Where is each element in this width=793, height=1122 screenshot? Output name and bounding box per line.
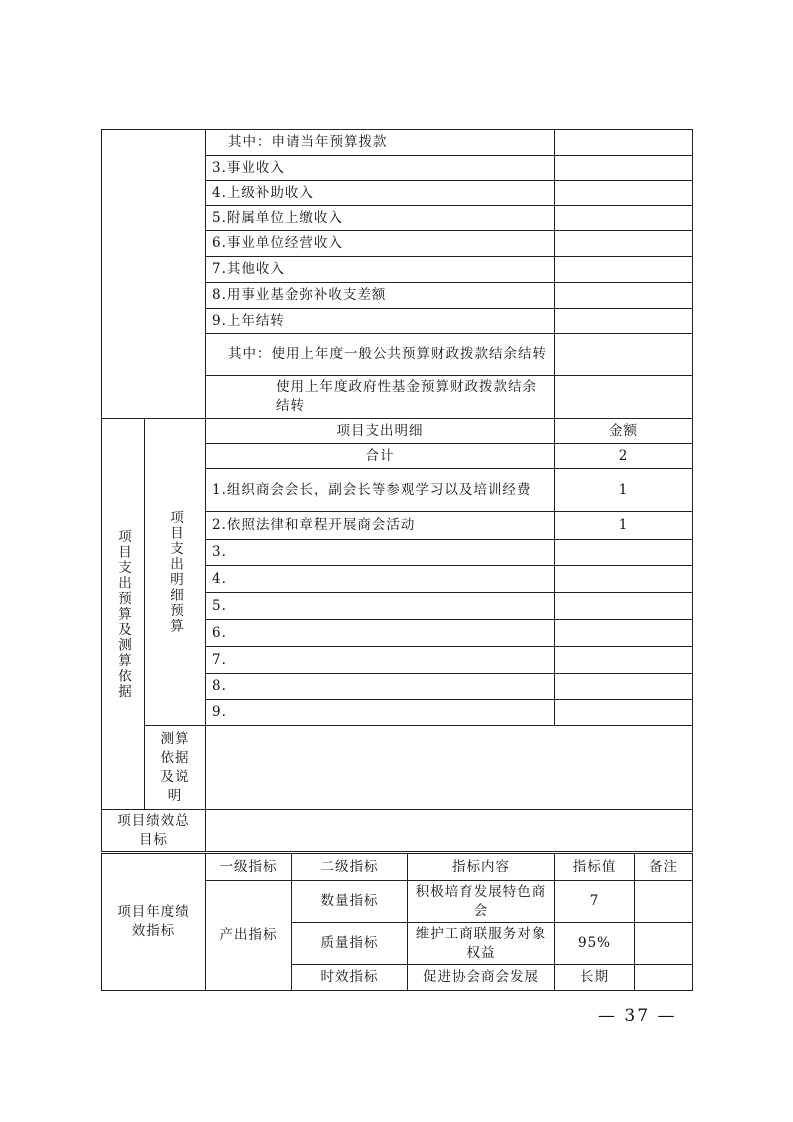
- income-label-text: 使用上年度政府性基金预算财政拨款结余结转: [276, 379, 537, 414]
- indicator-level2: 质量指标: [292, 923, 408, 965]
- income-value: [555, 231, 693, 257]
- budget-table: [101, 129, 693, 852]
- income-label: 5.附属单位上缴收入: [206, 206, 555, 231]
- expense-amount-header: 金额: [555, 419, 693, 444]
- indicator-content: 维护工商联服务对象权益: [408, 923, 555, 965]
- expense-detail-header: 项目支出明细: [206, 419, 555, 444]
- performance-goal-content: [206, 810, 693, 852]
- expense-item-label: 2.依照法律和章程开展商会活动: [206, 512, 555, 540]
- income-label: 6.事业单位经营收入: [206, 231, 555, 257]
- expense-item-value: [555, 700, 693, 726]
- expense-item-label: 6.: [206, 620, 555, 647]
- income-row: [102, 130, 693, 156]
- expense-item-value: [555, 593, 693, 620]
- income-value: [555, 309, 693, 334]
- indicator-header-level1: 一级指标: [206, 854, 292, 881]
- indicator-value: 95%: [555, 923, 635, 965]
- indicator-section-label: 项目年度绩效指标: [117, 904, 190, 939]
- expense-item-label: 7.: [206, 647, 555, 674]
- income-value: [555, 130, 693, 156]
- expense-outer-label-cell: [102, 419, 145, 810]
- income-value: [555, 156, 693, 181]
- indicator-note: [635, 881, 693, 923]
- performance-goal-label-cell: [102, 810, 206, 852]
- indicator-header-content: 指标内容: [408, 854, 555, 881]
- expense-basis-content: [206, 726, 693, 810]
- income-value: [555, 334, 693, 376]
- expense-item-value: [555, 647, 693, 674]
- expense-item-label: 4.: [206, 566, 555, 593]
- indicator-header-note: 备注: [635, 854, 693, 881]
- expense-item-value: [555, 540, 693, 566]
- indicator-section-label-cell: [102, 854, 206, 991]
- expense-item-label: 5.: [206, 593, 555, 620]
- income-label: 4.上级补助收入: [206, 181, 555, 206]
- income-label: 7.其他收入: [206, 257, 555, 283]
- income-label: 其中：使用上年度一般公共预算财政拨款结余结转: [206, 334, 555, 376]
- performance-goal-label: 项目绩效总目标: [117, 812, 190, 848]
- expense-basis-label: 测算依据及说明: [160, 730, 190, 804]
- indicator-level2: 数量指标: [292, 881, 408, 923]
- expense-outer-label: 项目支出预算及测算依据: [115, 528, 131, 700]
- income-value: [555, 206, 693, 231]
- indicator-level2: 时效指标: [292, 965, 408, 991]
- expense-item-label: 1.组织商会会长，副会长等参观学习以及培训经费: [206, 469, 555, 512]
- indicator-content: 促进协会商会发展: [408, 965, 555, 991]
- expense-total-label: 合计: [206, 444, 555, 469]
- income-left-blank: [102, 130, 206, 419]
- income-value: [555, 376, 693, 419]
- income-label: 3.事业收入: [206, 156, 555, 181]
- indicator-content: 积极培育发展特色商会: [408, 881, 555, 923]
- indicator-header-row: [102, 854, 693, 881]
- income-value: [555, 283, 693, 309]
- expense-item-label: 9.: [206, 700, 555, 726]
- expense-item-label: 3.: [206, 540, 555, 566]
- expense-item-value: [555, 620, 693, 647]
- page-number: — 37 —: [598, 1006, 677, 1026]
- indicator-value: 长期: [555, 965, 635, 991]
- expense-inner-label: 项目支出明细预算: [167, 510, 183, 634]
- indicator-table: [101, 853, 693, 991]
- expense-basis-label-cell: [145, 726, 206, 810]
- expense-item-value: 1: [555, 512, 693, 540]
- indicator-value: 7: [555, 881, 635, 923]
- indicator-header-level2: 二级指标: [292, 854, 408, 881]
- expense-inner-label-cell: [145, 419, 206, 726]
- expense-total-value: 2: [555, 444, 693, 469]
- performance-goal-row: [102, 810, 693, 852]
- expense-item-value: [555, 674, 693, 700]
- income-label: 9.上年结转: [206, 309, 555, 334]
- expense-basis-row: [102, 726, 693, 810]
- expense-item-value: 1: [555, 469, 693, 512]
- indicator-header-value: 指标值: [555, 854, 635, 881]
- income-label: 8.用事业基金弥补收支差额: [206, 283, 555, 309]
- income-label: [206, 376, 555, 419]
- indicator-note: [635, 965, 693, 991]
- income-value: [555, 257, 693, 283]
- expense-item-value: [555, 566, 693, 593]
- income-label: 其中：申请当年预算拨款: [206, 130, 555, 156]
- expense-item-label: 8.: [206, 674, 555, 700]
- indicator-note: [635, 923, 693, 965]
- expense-header-row: [102, 419, 693, 444]
- income-value: [555, 181, 693, 206]
- indicator-level1: 产出指标: [206, 881, 292, 991]
